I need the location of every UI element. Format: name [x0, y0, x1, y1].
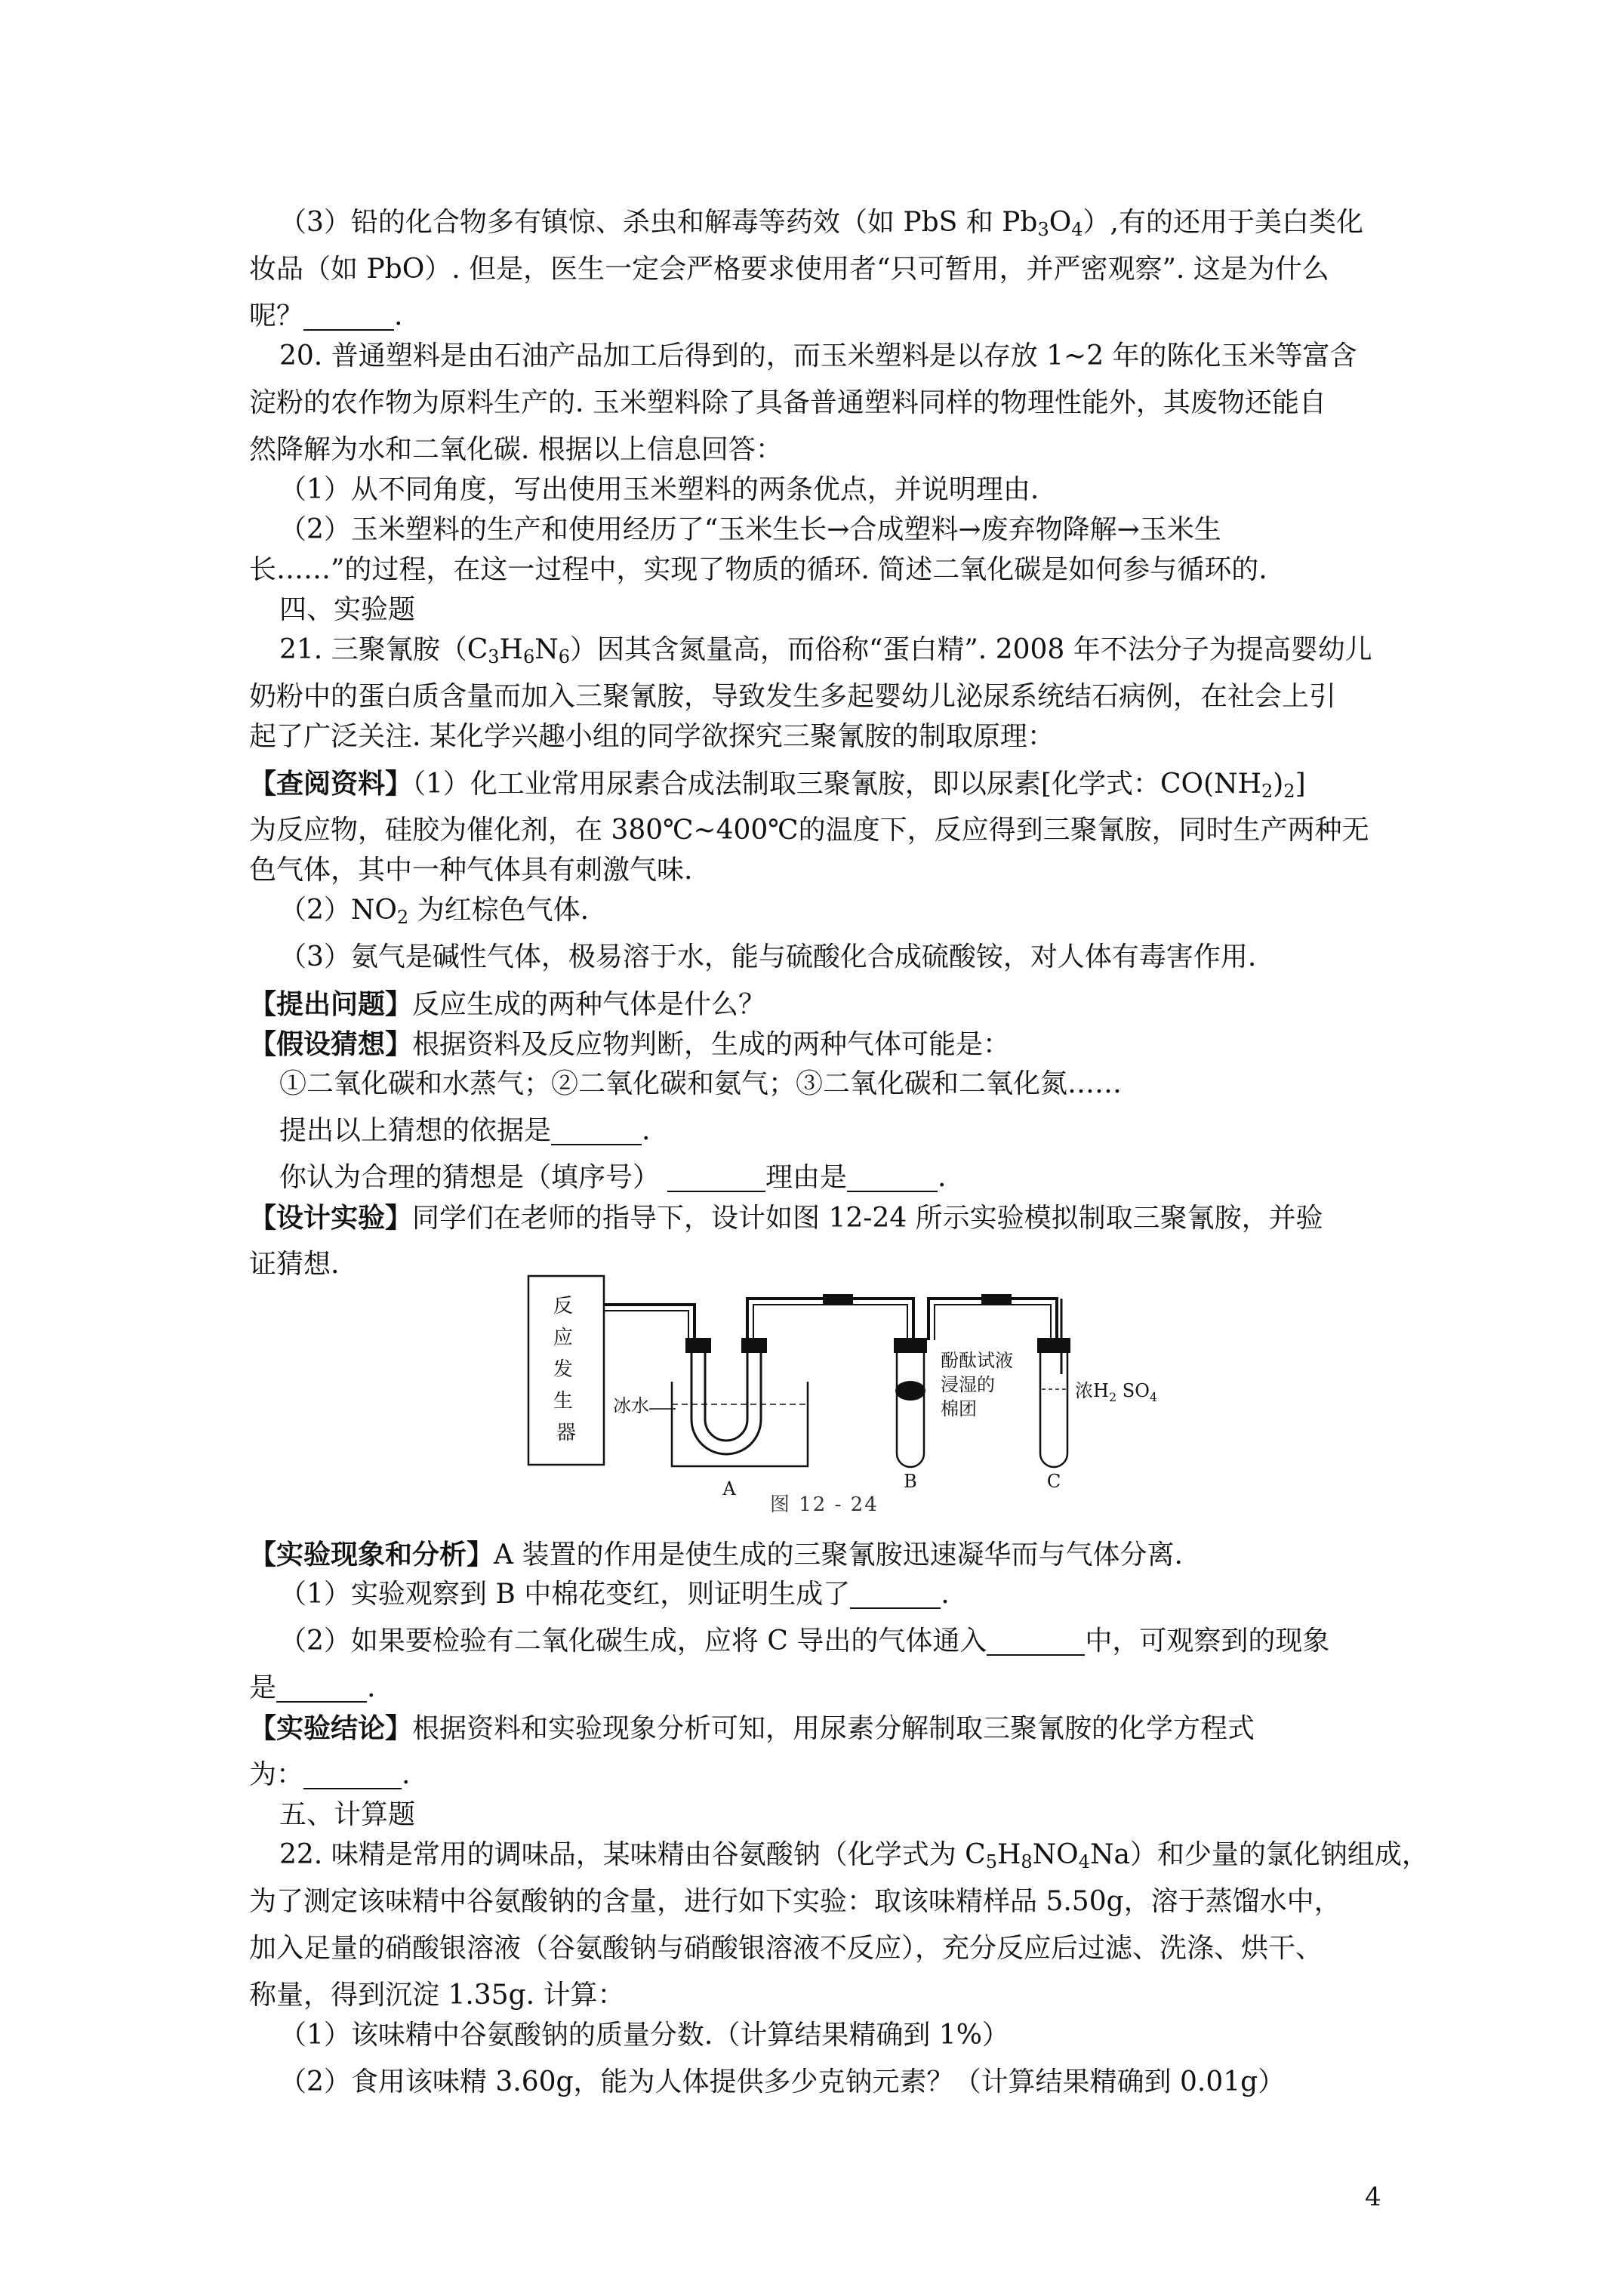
q21-design-cont: 证猜想. [249, 1249, 340, 1280]
answer-blank[interactable] [987, 1624, 1085, 1656]
stopper [685, 1338, 711, 1353]
q21-hypothesis: 【假设猜想】根据资料及反应物判断，生成的两种气体可能是： [249, 1028, 1011, 1060]
q21-reference-3: （3）氨气是碱性气体，极易溶于水，能与硫酸化合成硫酸铵，对人体有毒害作用. [279, 942, 1257, 972]
q21-line-1: 21. 三聚氰胺$(C_3H_6N_6)$因其含氮量高，而俗称“蛋白精”. 2008 年不法分子为提高婴幼儿 [279, 634, 1372, 667]
q21-observation: 【实验现象和分析】A 装置的作用是使生成的三聚氰胺迅速凝华而与气体分离. [249, 1539, 1183, 1570]
q20-sub-2-cont: 长……”的过程，在这一过程中，实现了物质的循环. 简述二氧化碳是如何参与循环的. [249, 554, 1267, 585]
cotton-ball [895, 1381, 925, 1401]
connecting-tube-inner [753, 1305, 907, 1340]
connecting-tube-inner [604, 1311, 688, 1340]
q22-line-3: 加入足量的硝酸银溶液（谷氨酸钠与硝酸银溶液不反应），充分反应后过滤、洗涤、烘干、 [249, 1933, 1323, 1964]
reactor-label: 反 应 发 生 器 [553, 1295, 577, 1444]
answer-blank[interactable] [303, 299, 394, 331]
q21-options: ①二氧化碳和水蒸气；②二氧化碳和氨气；③二氧化碳和二氧化氮…… [279, 1068, 1123, 1099]
answer-blank[interactable] [551, 1114, 642, 1145]
q21-reference-1-cont: 为反应物，硅胶为催化剂，在 380℃~400℃的温度下，反应得到三聚氰胺，同时生产两种无 [249, 815, 1369, 846]
q21-observation-1: （1）实验观察到 B 中棉花变红，则证明生成了 . [279, 1579, 950, 1610]
q20-sub-2: （2）玉米塑料的生产和使用经历了“玉米生长→合成塑料→废弃物降解→玉米生 [279, 514, 1221, 545]
stopper [894, 1338, 927, 1353]
q22-line-4: 称量，得到沉淀 1.35g. 计算： [249, 1980, 625, 2011]
page-number: 4 [1365, 2182, 1381, 2212]
q21-design: 【设计实验】同学们在老师的指导下，设计如图 12-24 所示实验模拟制取三聚氰胺，并验 [249, 1202, 1323, 1234]
rubber-joint [823, 1294, 853, 1305]
stopper [1037, 1338, 1070, 1353]
label-b: B [904, 1471, 917, 1492]
q19-3-line-1: （3）铅的化合物多有镇惊、杀虫和解毒等药效（如 PbS 和 $Pb_3O_4$）,有的还用于美白类化 [279, 207, 1363, 240]
q21-conclusion: 【实验结论】根据资料和实验现象分析可知，用尿素分解制取三聚氰胺的化学方程式 [249, 1712, 1255, 1744]
q21-observation-2-cont: 是 . [249, 1672, 376, 1703]
q19-3-line-2: 妆品（如 PbO）. 但是，医生一定会严格要求使用者“只可暂用，并严密观察”. 这是为什么 [249, 254, 1329, 285]
q21-reasonable: 你认为合理的猜想是（填序号） 理由是 . [279, 1162, 947, 1193]
test-tube-b [897, 1344, 924, 1467]
label-c: C [1046, 1471, 1061, 1492]
q19-3-line-3: 呢？ . [249, 300, 403, 331]
q22-line-1: 22. 味精是常用的调味品，某味精由谷氨酸钠（化学式为 $C_5H_8NO_4Na$）和少量的氯化钠组成， [279, 1839, 1429, 1872]
q20-line-1: 20. 普通塑料是由石油产品加工后得到的，而玉米塑料是以存放 1~2 年的陈化玉米等富含 [279, 341, 1357, 371]
connecting-tube-inner [935, 1305, 1051, 1340]
q21-reference-1-cont2: 色气体，其中一种气体具有刺激气味. [249, 855, 693, 886]
q21-basis: 提出以上猜想的依据是 . [279, 1115, 651, 1146]
q22-line-2: 为了测定该味精中谷氨酸钠的含量，进行如下实验：取该味精样品 5.50g，溶于蒸馏水中， [249, 1886, 1341, 1917]
q21-line-2: 奶粉中的蛋白质含量而加入三聚氰胺，导致发生多起婴幼儿泌尿系统结石病例，在社会上引 [249, 681, 1337, 712]
q20-sub-1: （1）从不同角度，写出使用玉米塑料的两条优点，并说明理由. [279, 474, 1039, 505]
answer-blank[interactable] [303, 1758, 402, 1789]
acid-label: 浓$H_2$ $SO_4$ [1075, 1380, 1158, 1404]
test-tube-c [1040, 1344, 1067, 1467]
label-a: A [722, 1478, 736, 1499]
stopper [741, 1338, 767, 1353]
answer-blank[interactable] [847, 1160, 938, 1192]
answer-blank[interactable] [667, 1160, 765, 1192]
q21-reference-1: 【查阅资料】（1）化工业常用尿素合成法制取三聚氰胺，即以尿素[化学式：$CO(NH_2)_2$] [249, 768, 1306, 802]
q21-observation-2: （2）如果要检验有二氧化碳生成，应将 C 导出的气体通入 中，可观察到的现象 [279, 1626, 1330, 1657]
u-tube [691, 1344, 761, 1454]
cotton-label: 酚酞试液 浸湿的 棉团 [941, 1350, 1013, 1419]
section-heading-5: 五、计算题 [279, 1799, 416, 1830]
apparatus-figure [521, 1268, 1158, 1510]
q20-line-2: 淀粉的农作物为原料生产的. 玉米塑料除了具备普通塑料同样的物理性能外，其废物还能自 [249, 387, 1326, 418]
figure-caption: 图 12 - 24 [770, 1493, 879, 1516]
q21-reference-2: $(2)NO_2$ 为红棕色气体. [279, 895, 590, 928]
q21-line-3: 起了广泛关注. 某化学兴趣小组的同学欲探究三聚氰胺的制取原理： [249, 721, 1055, 752]
rubber-joint [981, 1294, 1012, 1305]
q20-line-3: 然降解为水和二氧化碳. 根据以上信息回答： [249, 434, 783, 465]
answer-blank[interactable] [850, 1577, 941, 1609]
ice-water-label: 冰水 [613, 1395, 649, 1416]
answer-blank[interactable] [276, 1671, 367, 1703]
section-heading-4: 四、实验题 [279, 594, 416, 625]
q21-question: 【提出问题】反应生成的两种气体是什么？ [249, 988, 766, 1020]
q22-sub-1: （1）该味精中谷氨酸钠的质量分数.（计算结果精确到 1%） [279, 2020, 1009, 2051]
q21-conclusion-cont: 为： . [249, 1759, 411, 1790]
q22-sub-2: （2）食用该味精 3.60g，能为人体提供多少克钠元素？（计算结果精确到 0.01g） [279, 2066, 1286, 2097]
